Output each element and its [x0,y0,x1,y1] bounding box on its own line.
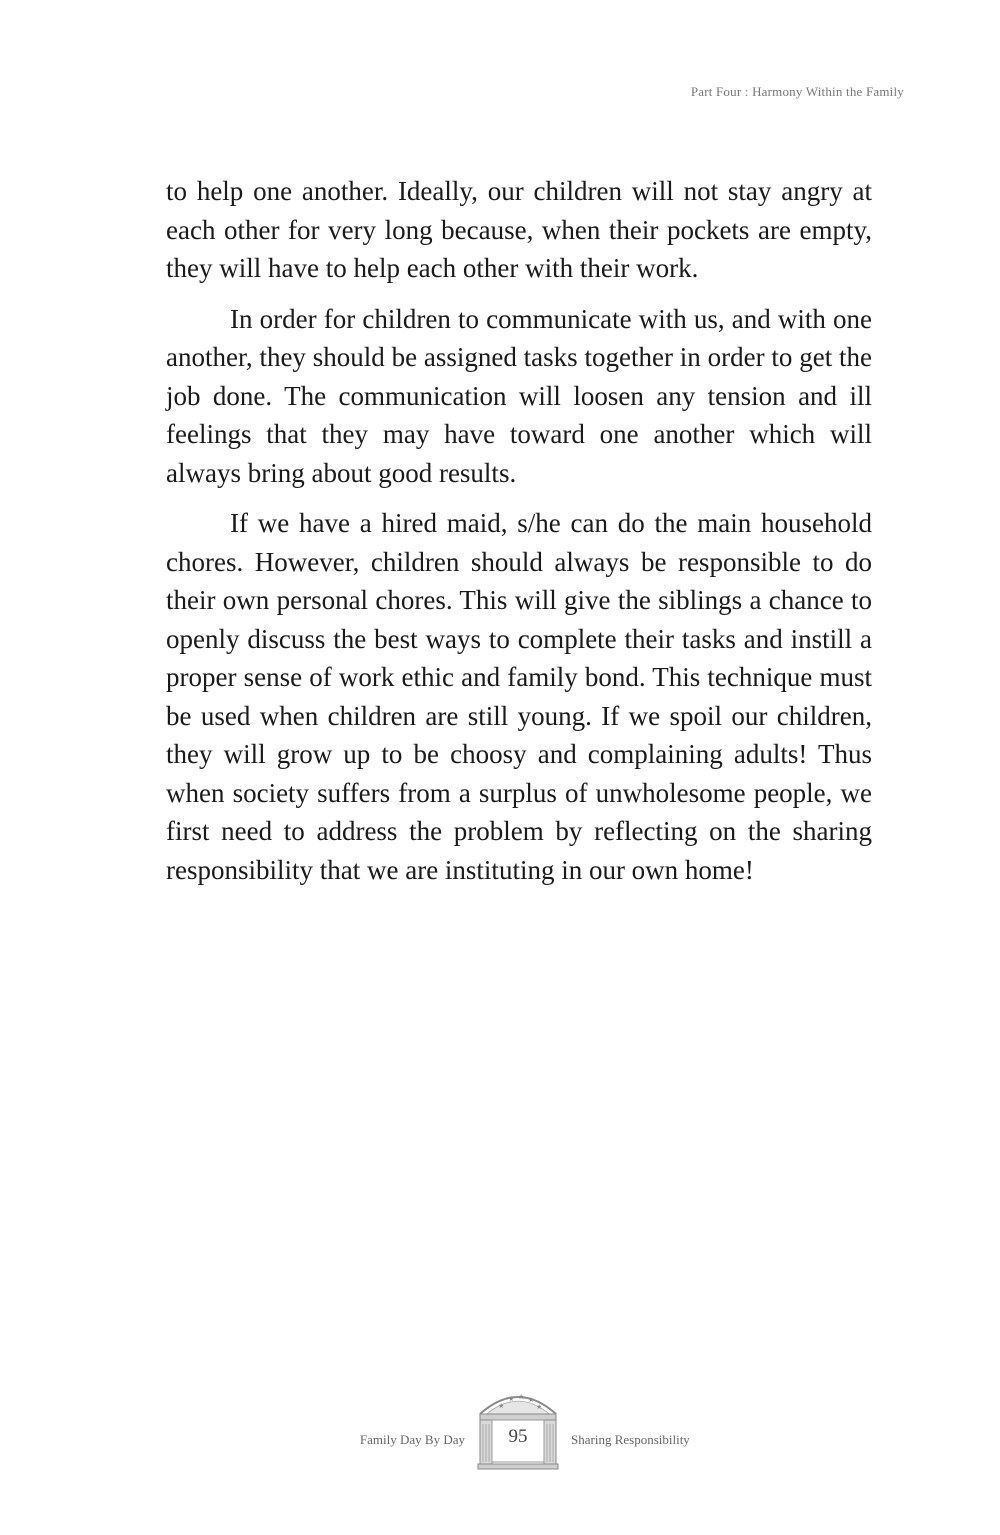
svg-text:★: ★ [518,1393,525,1401]
page-number: 95 [508,1426,528,1447]
running-header: Part Four : Harmony Within the Family [690,84,904,99]
svg-text:★: ★ [498,1402,505,1410]
page-footer [0,1384,1000,1474]
body-text [166,172,872,901]
svg-text:★: ★ [508,1395,515,1403]
paragraph-1: to help one another. Ideally, our children will not stay angry at each other for very long because, when their pockets are empty, they will have to help each other with their work. [166,176,872,283]
paragraph-2: In order for children to communicate with us, and with one another, they should be assigned tasks together in order to get the job done. The communication will loosen any tension and ill feelings that they may have toward one another which will always bring about good results. [166,303,872,488]
svg-text:★: ★ [536,1403,543,1411]
paragraph-3: If we have a hired maid, s/he can do the main household chores. However, children should always be responsible to do their own personal chores. This will give the siblings a chance to openly discuss the best ways to complete their tasks and instill a proper sense of work ethic and family bond. This technique must be used when children are still young. If we spoil our children, they will grow up to be choosy and complaining adults! Thus when society suffers from a surplus of unwholesome people, we first need to address the problem by reflecting on the sharing responsibility that we are instituting in our own home! [166,508,872,885]
footer-book-title: Family Day By Day [359,1432,465,1447]
svg-text:★: ★ [528,1396,535,1404]
footer-chapter-title: Sharing Responsibility [571,1432,690,1447]
